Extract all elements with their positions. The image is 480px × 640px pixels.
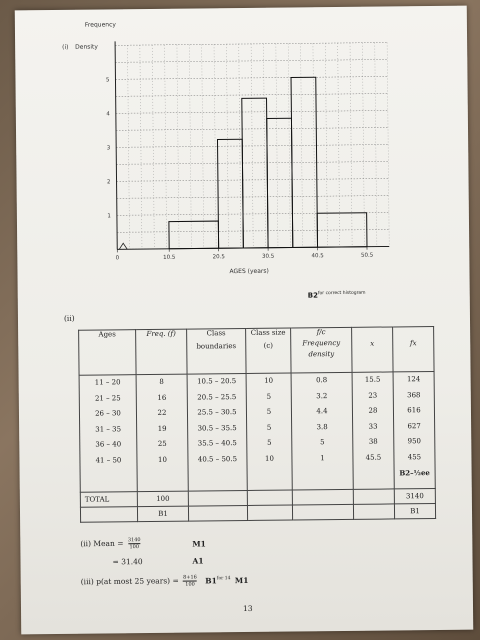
histogram-mark — [308, 291, 366, 300]
header-fx-text: fx — [409, 339, 417, 348]
y-tick-label-2: 3 — [106, 145, 111, 152]
cell-size-5: 10 — [264, 454, 274, 463]
mean-result: = 31.40 — [112, 557, 143, 567]
part-i-label: (i) — [62, 43, 69, 51]
x-tick-label-3: 30.5 — [262, 253, 275, 260]
histogram-bar-0 — [169, 221, 219, 249]
cell-ages-0: 11 – 20 — [94, 378, 121, 387]
probability-fraction — [183, 575, 197, 588]
cell-size-0: 10 — [264, 376, 274, 385]
grid-h-line — [115, 59, 387, 62]
cell-x-1: 23 — [368, 391, 378, 400]
cell-bounds-2: 25.5 – 30.5 — [197, 408, 237, 417]
part-ii-label: (ii) — [63, 313, 75, 323]
frequency-table — [78, 326, 436, 523]
cell-bounds-0: 10.5 – 20.5 — [197, 377, 237, 386]
page-number: 13 — [242, 603, 253, 614]
table-header-row — [79, 327, 434, 376]
graph-grid — [115, 38, 389, 249]
mean-line — [80, 537, 140, 551]
cell-fd-2: 4.4 — [316, 407, 328, 416]
col-fd — [291, 372, 353, 490]
x-tick-label-2: 20.5 — [212, 254, 225, 261]
histogram-mark-note: for correct histogram — [317, 290, 366, 297]
cell-ages-5: 41 – 50 — [95, 455, 122, 465]
header-class-boundaries — [187, 328, 246, 374]
cell-x-5: 45.5 — [365, 453, 382, 462]
cell-x-2: 28 — [368, 406, 378, 415]
col-fx — [393, 372, 435, 489]
table-body-row — [79, 372, 435, 493]
histogram-chart — [15, 6, 470, 301]
probability-label: (iii) p(at most 25 years) = — [80, 576, 179, 587]
axis-break — [119, 243, 127, 249]
x-tick-label-4: 40.5 — [311, 253, 324, 260]
cell-fx-5: 455 — [407, 452, 422, 461]
header-freq-text: Freq. (f) — [146, 329, 176, 339]
total-freq — [137, 491, 188, 507]
cell-x-3: 33 — [368, 422, 378, 431]
header-ages-text: Ages — [98, 330, 116, 339]
freq-mark-text: B1 — [158, 509, 168, 518]
total-label — [80, 492, 137, 508]
total-label-text: TOTAL — [84, 495, 110, 504]
cell-bounds-5: 40.5 – 50.5 — [197, 454, 238, 463]
y-axis-line — [115, 41, 117, 249]
total-empty-3 — [292, 489, 353, 505]
col-bounds — [187, 373, 247, 491]
cell-ages-1: 21 – 25 — [94, 393, 121, 403]
cell-x-0: 15.5 — [364, 375, 381, 384]
probability-mark-note: for 14 — [216, 576, 231, 582]
mean-denominator: 100 — [129, 544, 140, 551]
cell-fx-1: 368 — [407, 390, 421, 399]
y-tick-label-1: 2 — [107, 179, 111, 186]
fx-total-mark-text: B1 — [410, 507, 420, 516]
cell-freq-3: 19 — [157, 424, 167, 433]
mean-fraction — [128, 537, 141, 550]
mark-empty-2 — [188, 505, 247, 521]
mean-result-mark: A1 — [192, 556, 204, 566]
grid-h-line — [116, 161, 388, 164]
cell-fd-5: 1 — [320, 453, 325, 462]
cell-fx-2: 616 — [407, 406, 421, 415]
col-x — [352, 372, 394, 489]
header-fc-line1: f/c — [316, 328, 326, 337]
header-x-text: x — [370, 339, 375, 348]
total-fx-text: 3140 — [405, 492, 424, 501]
col-size — [246, 373, 292, 490]
histogram-bar-3 — [267, 118, 293, 247]
freq-mark — [137, 506, 188, 522]
cell-size-4: 5 — [267, 438, 272, 447]
x-tick-label-1: 10.5 — [163, 254, 176, 261]
probability-denominator: 100 — [185, 581, 195, 588]
header-x — [352, 327, 393, 372]
header-freq — [136, 329, 187, 375]
cell-freq-0: 8 — [159, 377, 164, 386]
histogram-mark-code: B2 — [307, 291, 319, 300]
mean-mark: M1 — [192, 539, 206, 549]
col-ages — [79, 375, 137, 493]
header-fx — [393, 327, 434, 372]
header-class-line1: Class — [206, 329, 226, 338]
x-axis-label: AGES (years) — [229, 267, 269, 276]
col-freq — [136, 374, 188, 492]
probability-line — [81, 574, 249, 589]
histogram-bar-2 — [242, 98, 268, 248]
cell-freq-4: 25 — [157, 439, 167, 448]
cell-fx-0: 124 — [406, 375, 421, 384]
histogram-bar-4 — [291, 77, 318, 247]
exam-paper — [15, 6, 474, 635]
total-empty-2 — [247, 490, 292, 505]
total-fx — [394, 489, 435, 504]
header-ages — [79, 330, 136, 376]
cell-fx-3: 627 — [407, 421, 421, 430]
total-empty-4 — [353, 489, 394, 504]
y-tick-label-4: 5 — [105, 77, 110, 84]
header-class-size — [246, 328, 291, 373]
header-fc-line2: Frequency — [302, 338, 341, 348]
mean-label: (ii) Mean = — [80, 538, 124, 549]
cell-ages-4: 36 – 40 — [95, 440, 122, 449]
total-empty-1 — [188, 490, 247, 506]
grid-h-line — [116, 110, 388, 113]
total-freq-text: 100 — [156, 494, 170, 503]
cell-x-4: 38 — [368, 437, 378, 446]
fx-mark: B2–½ee — [399, 468, 430, 478]
cell-ages-3: 31 – 35 — [95, 424, 122, 434]
cell-size-3: 5 — [266, 423, 272, 432]
x-tick-label-0: 0 — [115, 255, 120, 262]
cell-fd-0: 0.8 — [316, 376, 328, 385]
histogram-ticks — [106, 75, 374, 262]
cell-size-2: 5 — [266, 407, 272, 416]
cell-fd-4: 5 — [320, 438, 325, 447]
fx-total-mark — [394, 504, 435, 519]
cell-freq-5: 10 — [157, 455, 167, 464]
y-tick-label-0: 1 — [107, 213, 111, 220]
histogram-bars — [167, 77, 367, 249]
mark-empty-3 — [247, 505, 292, 520]
header-size-line2: (c) — [263, 341, 274, 350]
mark-empty-5 — [353, 504, 394, 519]
table-mark-row — [80, 504, 435, 523]
density-label: Density — [75, 43, 98, 51]
probability-numerator: 8+16 — [183, 574, 197, 581]
header-size-line1: Class size — [250, 328, 286, 337]
mark-empty-1 — [80, 507, 137, 523]
probability-mark-2: M1 — [234, 575, 249, 585]
cell-bounds-1: 20.5 – 25.5 — [197, 392, 237, 401]
cell-fd-1: 3.2 — [316, 391, 328, 400]
cell-freq-2: 22 — [157, 408, 167, 417]
cell-size-1: 5 — [266, 392, 272, 401]
cell-fd-3: 3.8 — [316, 422, 328, 431]
y-axis-title: Frequency — [84, 21, 116, 29]
header-fc-line3: density — [308, 350, 335, 359]
probability-mark: B1 — [205, 575, 217, 585]
mark-empty-4 — [292, 504, 353, 520]
x-tick-label-5: 50.5 — [360, 252, 374, 259]
histogram-bar-1 — [217, 139, 243, 248]
cell-fx-4: 950 — [407, 437, 422, 446]
cell-ages-2: 26 – 30 — [95, 409, 121, 418]
cell-freq-1: 16 — [157, 393, 167, 402]
cell-bounds-4: 35.5 – 40.5 — [197, 439, 237, 448]
header-frequency-density — [291, 327, 352, 373]
y-tick-label-3: 4 — [106, 111, 110, 118]
mean-numerator: 3140 — [127, 537, 141, 544]
cell-bounds-3: 30.5 – 35.5 — [197, 423, 237, 432]
header-class-line2: boundaries — [196, 342, 237, 351]
